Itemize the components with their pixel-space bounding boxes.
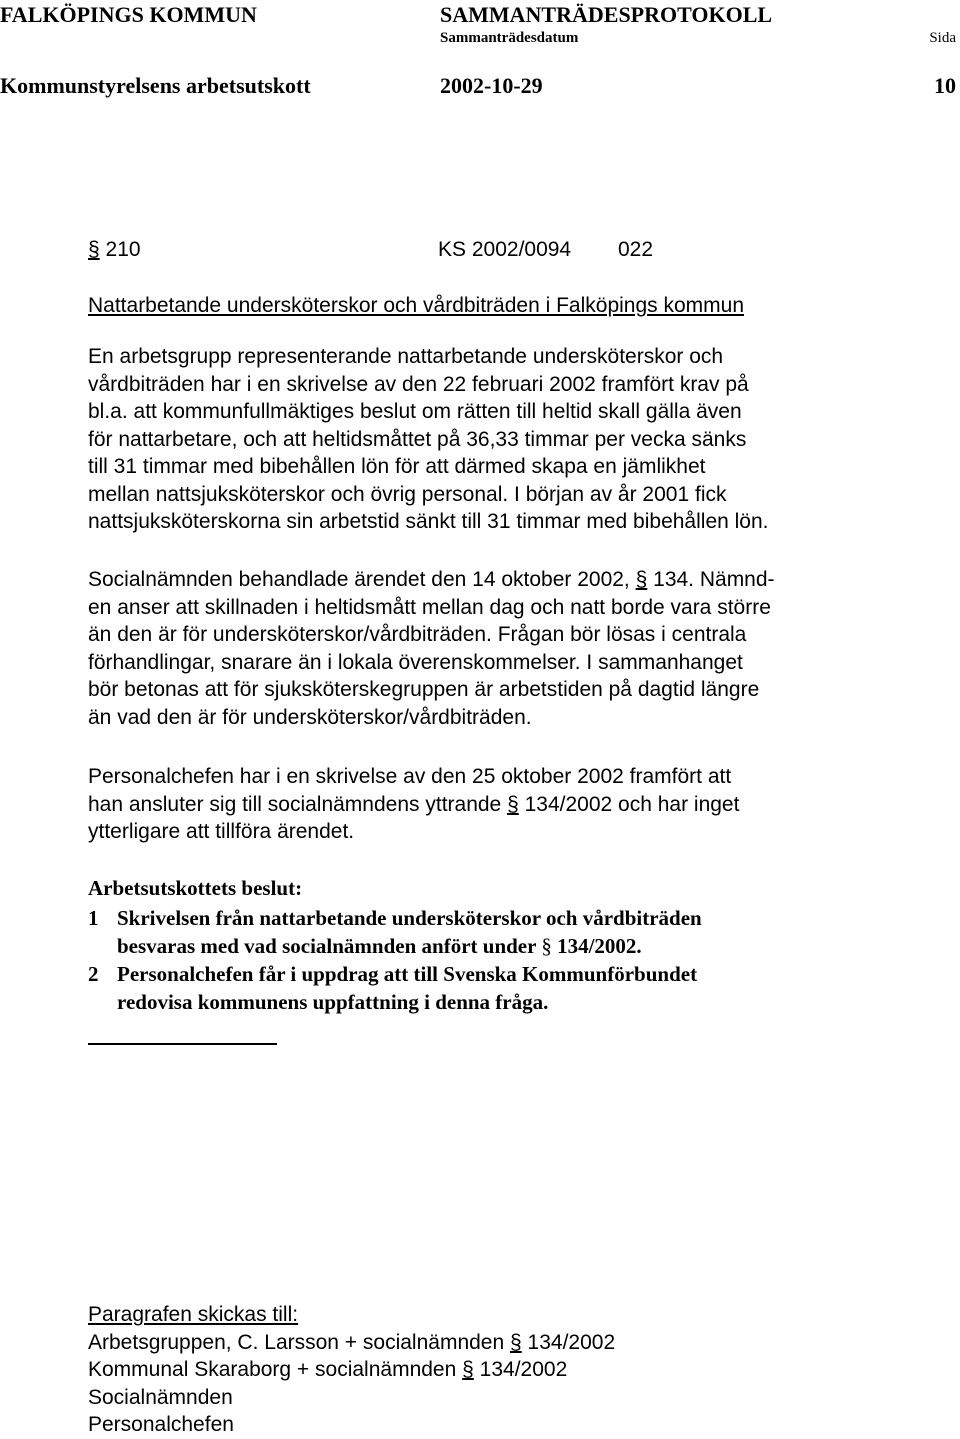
distribution-list: Paragrafen skickas till: Arbetsgruppen, C. Larsson + socialnämnden § 134/2002 Kommunal Skaraborg + socialnämnden § 134/2002 Socialnämnden Personalchefen — [88, 1303, 616, 1436]
section-symbol: § — [507, 792, 519, 816]
section-symbol: § — [541, 934, 552, 958]
section-symbol: § — [462, 1358, 474, 1381]
distribution-heading: Paragrafen skickas till: — [88, 1303, 299, 1326]
section-symbol: § — [88, 238, 100, 261]
section-symbol: § — [510, 1330, 522, 1354]
section-symbol: § — [635, 568, 648, 591]
paragraph-2: Socialnämnden behandlade ärendet den 14 oktober 2002, § 134. Nämnd- en anser att skillnaden i heltidsmått mellan dag och natt borde vara större än den är för undersköterskor/vårdbiträden. Frågan bör lösas i centrala förhandlingar, snarare än i lokala överenskommelser. I sammanhanget bör betonas att för sjuksköterskegruppen är arbetstiden på dagtid längre än vad den är för undersköterskor/vårdbiträden. — [88, 568, 775, 729]
organization-name: FALKÖPINGS KOMMUN — [0, 2, 257, 27]
committee-name: Kommunstyrelsens arbetsutskott — [0, 73, 311, 98]
decision-item-number: 1 — [88, 906, 99, 930]
date-label: Sammanträdesdatum — [440, 30, 579, 46]
decision-item-2-line-1: Personalchefen får i uppdrag att till Svenska Kommunförbundet — [117, 962, 698, 986]
decision-heading: Arbetsutskottets beslut: — [88, 876, 303, 900]
page-number: 10 — [934, 73, 956, 98]
decision-item-2-line-2: redovisa kommunens uppfattning i denna fråga. — [117, 990, 549, 1014]
decision-item-1-line-2: besvaras med vad socialnämnden anfört under § 134/2002. — [117, 934, 642, 958]
separator-line — [88, 1043, 277, 1045]
case-number: KS 2002/0094 — [438, 238, 572, 261]
paragraph-1: En arbetsgrupp representerande nattarbetande undersköterskor och vårdbiträden har i en skrivelse av den 22 februari 2002 framfört krav på bl.a. att kommunfullmäktiges beslut om rätten till heltid skall gälla även för nattarbetare, och att heltidsmåttet på 36,33 timmar per vecka sänks till 31 timmar med bibehållen lön för att därmed skapa en jämlikhet mellan nattsjuksköterskor och övrig personal. I början av år 2001 fick nattsjuksköterskorna sin arbetstid sänkt till 31 timmar med bibehållen lön. — [88, 345, 769, 533]
document-type: SAMMANTRÄDESPROTOKOLL — [440, 2, 773, 27]
section-number: § 210 — [88, 238, 141, 261]
paragraph-3: Personalchefen har i en skrivelse av den 25 oktober 2002 framfört att han ansluter sig till socialnämndens yttrande § 134/2002 och har inget ytterligare att tillföra ärendet. — [88, 765, 740, 843]
case-code: 022 — [618, 238, 654, 261]
decision-item-1-line-1: Skrivelsen från nattarbetande undersköterskor och vårdbiträden — [117, 906, 702, 930]
section-title: Nattarbetande undersköterskor och vårdbiträden i Falköpings kommun — [88, 294, 745, 317]
decision-item-number: 2 — [88, 962, 99, 986]
meeting-date: 2002-10-29 — [440, 73, 543, 98]
page-label: Sida — [929, 30, 956, 46]
